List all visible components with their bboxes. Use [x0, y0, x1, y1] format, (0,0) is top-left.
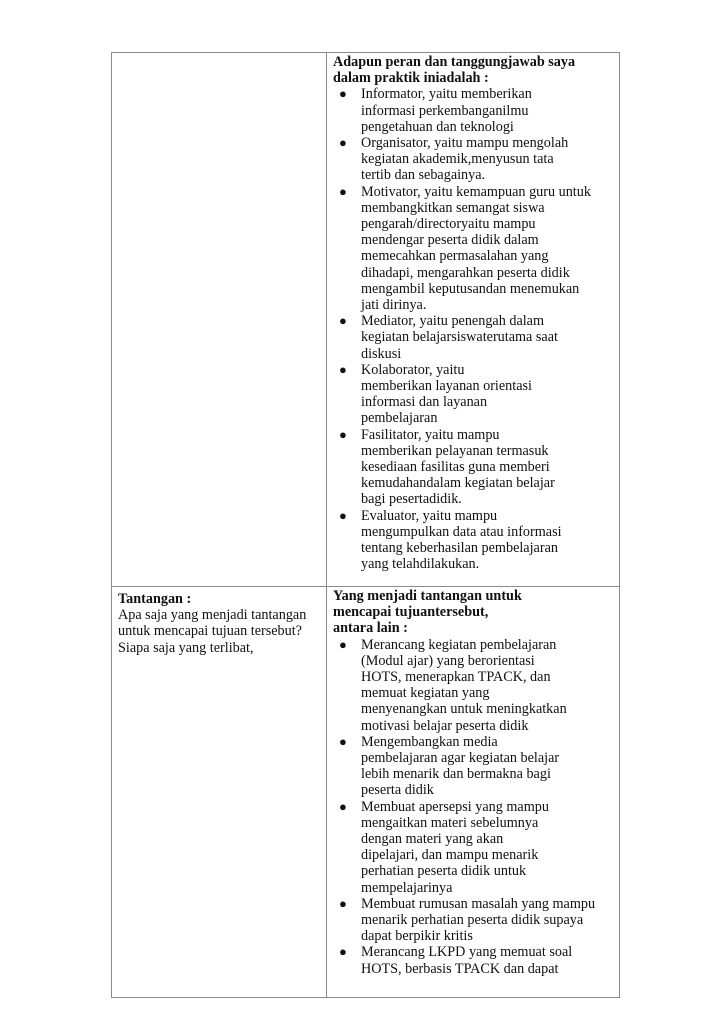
- text-line: kesediaan fasilitas guna memberi: [361, 459, 550, 476]
- bullet-icon: ●: [339, 361, 347, 377]
- bullet-icon: ●: [339, 313, 347, 329]
- text-line: dengan materi yang akan: [361, 831, 504, 848]
- list-item: [333, 86, 613, 135]
- text-line: pengarah/directoryaitu mampu: [361, 216, 536, 233]
- text-line: informasi dan layanan: [361, 394, 488, 411]
- text-line: Siapa saja yang terlibat,: [118, 639, 254, 656]
- challenges-heading: [333, 588, 613, 637]
- text-line: kemudahandalam kegiatan belajar: [361, 475, 555, 492]
- text-line: mendengar peserta didik dalam: [361, 232, 539, 249]
- text-line: memecahkan permasalahan yang: [361, 248, 549, 265]
- row2-right-cell: [327, 587, 619, 997]
- text-line: mengaitkan materi sebelumnya: [361, 814, 539, 831]
- document-table: [111, 52, 620, 998]
- list-item: [333, 362, 613, 427]
- bullet-icon: ●: [339, 895, 347, 911]
- text-line: Yang menjadi tantangan untuk: [333, 588, 522, 604]
- text-line: antara lain :: [333, 620, 408, 637]
- bullet-icon: ●: [339, 944, 347, 960]
- text-line: Informator, yaitu memberikan: [361, 86, 532, 103]
- text-line: yang telahdilakukan.: [361, 556, 480, 573]
- bullet-icon: ●: [339, 507, 347, 523]
- text-line: pengetahuan dan teknologi: [361, 118, 514, 135]
- text-line: pembelajaran agar kegiatan belajar: [361, 750, 560, 767]
- text-line: Evaluator, yaitu mampu: [361, 507, 498, 524]
- text-line: Fasilitator, yaitu mampu: [361, 426, 500, 443]
- list-item: [333, 799, 613, 896]
- roles-list: [333, 86, 613, 572]
- text-line: dalam praktik iniadalah :: [333, 70, 489, 87]
- table-row-challenges: [112, 587, 619, 997]
- bullet-icon: ●: [339, 135, 347, 151]
- roles-heading: [333, 54, 613, 86]
- text-line: mengambil keputusandan menemukan: [361, 280, 580, 297]
- list-item: [333, 508, 613, 573]
- text-line: Mengembangkan media: [361, 733, 498, 750]
- text-line: tentang keberhasilan pembelajaran: [361, 540, 558, 557]
- text-line: kegiatan belajarsiswaterutama saat: [361, 329, 558, 346]
- text-line: Kolaborator, yaitu: [361, 361, 465, 378]
- text-line: memberikan pelayanan termasuk: [361, 442, 549, 459]
- text-line: (Modul ajar) yang berorientasi: [361, 652, 535, 669]
- text-line: dapat berpikir kritis: [361, 928, 473, 945]
- text-line: Membuat apersepsi yang mampu: [361, 798, 549, 815]
- text-line: Merancang kegiatan pembelajaran: [361, 636, 557, 653]
- bullet-icon: ●: [339, 733, 347, 749]
- list-item: [333, 135, 613, 184]
- row1-left-cell: [112, 53, 327, 586]
- challenges-label: Tantangan :: [118, 591, 192, 607]
- text-line: tertib dan sebagainya.: [361, 167, 486, 184]
- row2-left-cell: [112, 587, 327, 997]
- text-line: mengumpulkan data atau informasi: [361, 523, 562, 540]
- text-line: peserta didik: [361, 782, 434, 799]
- list-item: [333, 313, 613, 362]
- text-line: motivasi belajar peserta didik: [361, 717, 529, 734]
- bullet-icon: ●: [339, 426, 347, 442]
- list-item: [333, 637, 613, 734]
- text-line: lebih menarik dan bermakna bagi: [361, 766, 551, 783]
- text-line: Mediator, yaitu penengah dalam: [361, 313, 545, 330]
- text-line: untuk mencapai tujuan tersebut?: [118, 623, 302, 640]
- text-line: mempelajarinya: [361, 879, 453, 896]
- text-line: menyenangkan untuk meningkatkan: [361, 701, 567, 718]
- text-line: kegiatan akademik,menyusun tata: [361, 151, 554, 168]
- row1-right-cell: [327, 53, 619, 586]
- text-line: HOTS, menerapkan TPACK, dan: [361, 669, 551, 686]
- text-line: Organisator, yaitu mampu mengolah: [361, 135, 569, 152]
- text-line: Adapun peran dan tanggungjawab saya: [333, 54, 576, 70]
- text-line: menarik perhatian peserta didik supaya: [361, 912, 584, 929]
- text-line: mencapai tujuantersebut,: [333, 604, 489, 621]
- text-line: HOTS, berbasis TPACK dan dapat: [361, 960, 559, 977]
- list-item: [333, 184, 613, 314]
- bullet-icon: ●: [339, 183, 347, 199]
- text-line: Merancang LKPD yang memuat soal: [361, 944, 573, 961]
- challenges-list: [333, 637, 613, 977]
- text-line: memuat kegiatan yang: [361, 685, 490, 702]
- list-item: [333, 734, 613, 799]
- text-line: dihadapi, mengarahkan peserta didik: [361, 264, 570, 281]
- list-item: [333, 944, 613, 976]
- list-item: [333, 427, 613, 508]
- text-line: perhatian peserta didik untuk: [361, 863, 527, 880]
- text-line: Membuat rumusan masalah yang mampu: [361, 895, 596, 912]
- text-line: bagi pesertadidik.: [361, 491, 462, 508]
- text-line: diskusi: [361, 345, 402, 362]
- text-line: dipelajari, dan mampu menarik: [361, 847, 539, 864]
- text-line: memberikan layanan orientasi: [361, 378, 532, 395]
- text-line: jati dirinya.: [361, 297, 427, 314]
- text-line: membangkitkan semangat siswa: [361, 199, 545, 216]
- text-line: Motivator, yaitu kemampuan guru untuk: [361, 183, 591, 200]
- challenges-question: [118, 607, 320, 656]
- bullet-icon: ●: [339, 86, 347, 102]
- text-line: pembelajaran: [361, 410, 438, 427]
- list-item: [333, 896, 613, 945]
- table-row-roles: [112, 53, 619, 587]
- bullet-icon: ●: [339, 636, 347, 652]
- text-line: Apa saja yang menjadi tantangan: [118, 607, 307, 624]
- text-line: informasi perkembanganilmu: [361, 102, 529, 119]
- bullet-icon: ●: [339, 798, 347, 814]
